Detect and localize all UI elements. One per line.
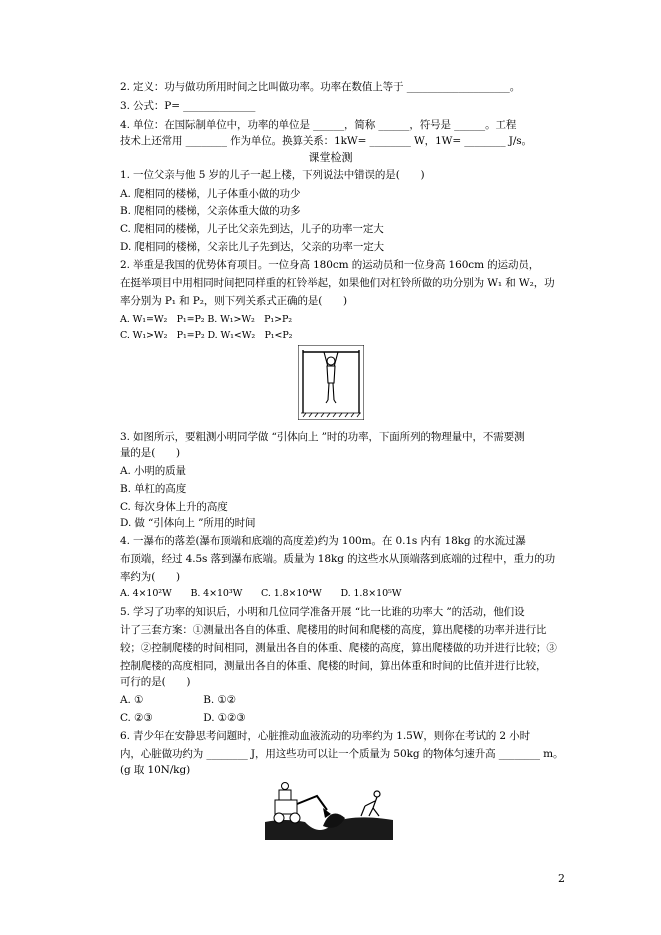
question-5-option-d: D. ①②③ (203, 712, 246, 724)
item-3-formula: 3. 公式：P= ______________ (120, 100, 256, 112)
question-6-line1: 6. 青少年在安静思考问题时，心脏推动血液流动的功率约为 1.5W，则你在考试的 2 小时 (120, 730, 531, 742)
item-2-definition: 2. 定义：功与做功所用时间之比叫做功率。功率在数值上等于 ____________________。 (120, 81, 521, 93)
question-4-line3: 率约为( ) (120, 571, 180, 583)
question-3-option-a: A. 小明的质量 (120, 465, 186, 477)
question-5-options-row1 (120, 693, 550, 708)
question-1: 1. 一位父亲与他 5 岁的儿子一起上楼，下列说法中错误的是( ) (120, 169, 425, 181)
question-5-line2: 计了三套方案：①测量出各自的体重、爬楼用的时间和爬楼的高度，算出爬楼的功率并进行比 (120, 624, 547, 636)
question-3-option-b: B. 单杠的高度 (120, 483, 187, 495)
question-5-line3: 较；②控制爬楼的时间相同，测量出各自的体重、爬楼的高度，算出爬楼做的功并进行比较；③ (120, 642, 557, 654)
question-4-line2: 布顶端，经过 4.5s 落到瀑布底端。质量为 18kg 的这些水从顶端落到底端的过程中，重力的功 (120, 553, 556, 565)
question-5-line1: 5. 学习了功率的知识后，小明和几位同学准备开展 “比一比谁的功率大 ”的活动，他们设 (120, 606, 525, 618)
question-2-line3: 率分别为 P₁ 和 P₂，则下列关系式正确的是( ) (120, 295, 348, 307)
item-4-unit-line1: 4. 单位：在国际制单位中，功率的单位是 ______，简称 ______，符号是 ______。工程 (120, 119, 517, 131)
question-3-option-c: C. 每次身体上升的高度 (120, 501, 228, 513)
question-5-option-b: B. ①② (203, 694, 236, 706)
page-number: 2 (558, 872, 565, 885)
question-1-option-c: C. 爬相同的楼梯，儿子比父亲先到达，儿子的功率一定大 (120, 223, 384, 235)
question-2-options-row1: A. W₁=W₂ P₁=P₂ B. W₁>W₂ P₁>P₂ (120, 314, 292, 325)
question-1-option-d: D. 爬相同的楼梯，父亲比儿子先到达，父亲的功率一定大 (120, 241, 385, 253)
question-4-options: A. 4×10²W B. 4×10³W C. 1.8×10⁴W D. 1.8×10⁵W (120, 588, 402, 599)
question-5-option-a: A. ① (120, 694, 144, 706)
question-3-line1: 3. 如图所示，要粗测小明同学做 “引体向上 ”时的功率，下面所列的物理量中，不需要测 (120, 431, 525, 443)
question-3-option-d: D. 做 “引体向上 ”所用的时间 (120, 517, 256, 529)
item-4-unit-line2: 技术上还常用 ________ 作为单位。换算关系：1kW= ________ W，1W= ________ J/s。 (120, 135, 532, 147)
question-5-line5: 可行的是( ) (120, 676, 191, 688)
question-3-line2: 量的是( ) (120, 447, 180, 459)
question-5-option-c: C. ②③ (120, 712, 153, 724)
excavator-figure (265, 778, 393, 840)
section-title: 课堂检测 (308, 151, 353, 164)
question-2-line2: 在挺举项目中用相同时间把同样重的杠铃举起，如果他们对杠铃所做的功分别为 W₁ 和 W₂，功 (120, 277, 555, 289)
question-4-line1: 4. 一瀑布的落差(瀑布顶端和底端的高度差)约为 100m。在 0.1s 内有 18kg 的水流过瀑 (120, 535, 526, 547)
question-2-line1: 2. 举重是我国的优势体育项目。一位身高 180cm 的运动员和一位身高 160cm 的运动员， (120, 259, 540, 271)
question-6-line2: 内，心脏做功约为 ________ J，用这些功可以让一个质量为 50kg 的物体匀速升高 ________ m。 (120, 748, 564, 760)
question-5-options-row2 (120, 711, 550, 726)
question-6-line3: (g 取 10N/kg) (120, 764, 191, 776)
question-1-option-b: B. 爬相同的楼梯，父亲体重大做的功多 (120, 205, 301, 217)
question-1-option-a: A. 爬相同的楼梯，儿子体重小做的功少 (120, 188, 301, 200)
pull-up-figure (298, 345, 364, 420)
question-2-options-row2: C. W₁>W₂ P₁=P₂ D. W₁<W₂ P₁<P₂ (120, 330, 293, 341)
question-5-line4: 控制爬楼的高度相同，测量出各自的体重、爬楼的时间，算出体重和时间的比值并进行比较， (120, 660, 547, 672)
